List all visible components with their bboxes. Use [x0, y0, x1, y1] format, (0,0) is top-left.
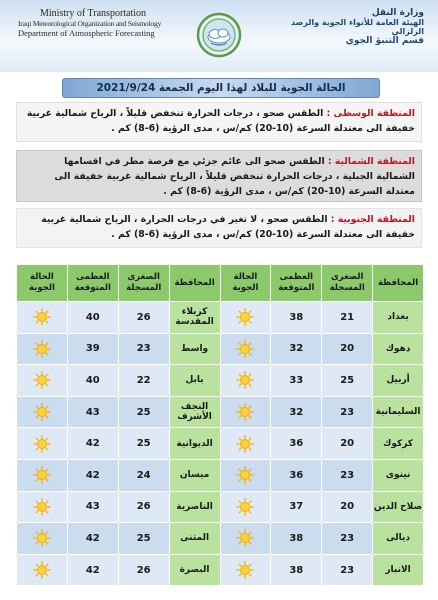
weather-cell	[17, 554, 68, 586]
max-temp-cell: 32	[271, 396, 322, 428]
min-temp-cell: 22	[118, 365, 169, 397]
min-temp-cell: 25	[322, 365, 373, 397]
min-temp-cell: 26	[118, 491, 169, 523]
max-temp-cell: 43	[67, 396, 118, 428]
region-text: الطقس صحو الى غائم جزئي مع فرصة مطر في اقسامها الشمالية الجبلية ، درجات الحرارة تنخفض قليلاً ، الرياح شمالية غربية خفيفة الى معتدلة السرعة (10-20) كم/س ، مدى الرؤية (6-8) كم .	[54, 156, 415, 197]
header-ar-ministry: وزارة النقل	[371, 8, 424, 18]
max-temp-cell: 37	[271, 491, 322, 523]
region-text: الطقس صحو ، لا تغير في درجات الحرارة ، الرياح شمالية غربية خفيفة الى معتدلة السرعة (10-20) كم/س ، مدى الرؤية (6-8) كم .	[41, 214, 415, 240]
min-temp-cell: 25	[118, 428, 169, 460]
governorate-cell: المثنى	[169, 523, 220, 555]
header	[0, 0, 438, 72]
weather-cell	[220, 333, 271, 365]
governorate-cell: السليمانية	[373, 396, 424, 428]
sun-icon	[33, 498, 51, 516]
sun-icon	[236, 403, 254, 421]
min-temp-cell: 20	[322, 333, 373, 365]
sun-icon	[236, 529, 254, 547]
forecast-table	[16, 264, 424, 586]
governorate-cell: واسط	[169, 333, 220, 365]
col-header: الحالة الجوية	[17, 265, 68, 302]
table-row	[17, 365, 424, 397]
governorate-cell: دهوك	[373, 333, 424, 365]
weather-cell	[17, 428, 68, 460]
col-header: المحافظة	[373, 265, 424, 302]
weather-cell	[17, 302, 68, 334]
weather-cell	[17, 333, 68, 365]
max-temp-cell: 43	[67, 491, 118, 523]
min-temp-cell: 23	[322, 523, 373, 555]
header-ar-organization: الهيئة العامة للأنواء الجوية والرصد الزلزالي	[291, 18, 424, 36]
max-temp-cell: 32	[271, 333, 322, 365]
weather-cell	[220, 491, 271, 523]
governorate-cell: صلاح الدين	[373, 491, 424, 523]
col-header: الحالة الجوية	[220, 265, 271, 302]
header-en-organization: Iraqi Meteorological Organization and Seismology	[18, 19, 162, 28]
region-name: المنطقة الشمالية :	[327, 156, 415, 167]
region-south	[16, 208, 422, 248]
header-ar-department: قسم التنبؤ الجوي	[345, 36, 424, 46]
max-temp-cell: 42	[67, 523, 118, 555]
header-arabic	[274, 8, 424, 46]
sun-icon	[33, 308, 51, 326]
min-temp-cell: 21	[322, 302, 373, 334]
forecast-title: الحالة الجوية للبلاد لهذا اليوم الجمعة 2021/9/24	[62, 78, 380, 98]
governorate-cell: بغداد	[373, 302, 424, 334]
max-temp-cell: 38	[271, 554, 322, 586]
weather-cell	[220, 459, 271, 491]
table-header-row	[17, 265, 424, 302]
region-text: الطقس صحو ، درجات الحرارة تنخفض قليلاً ، الرياح شمالية غربية خفيفة الى معتدلة السرعة (10-20) كم/س ، مدى الرؤية (6-8) كم .	[26, 108, 415, 134]
organization-logo-icon	[196, 12, 242, 58]
sun-icon	[236, 308, 254, 326]
sun-icon	[33, 371, 51, 389]
max-temp-cell: 38	[271, 302, 322, 334]
min-temp-cell: 24	[118, 459, 169, 491]
governorate-cell: كركوك	[373, 428, 424, 460]
weather-cell	[17, 396, 68, 428]
region-name: المنطقة الجنوبية :	[330, 214, 415, 225]
weather-cell	[17, 523, 68, 555]
governorate-cell: البصرة	[169, 554, 220, 586]
sun-icon	[33, 403, 51, 421]
col-header: الصغرى المسجلة	[118, 265, 169, 302]
sun-icon	[236, 466, 254, 484]
sun-icon	[33, 435, 51, 453]
col-header: الصغرى المسجلة	[322, 265, 373, 302]
sun-icon	[236, 340, 254, 358]
sun-icon	[236, 498, 254, 516]
weather-cell	[220, 523, 271, 555]
region-name: المنطقة الوسطى :	[326, 108, 415, 119]
min-temp-cell: 23	[322, 396, 373, 428]
min-temp-cell: 20	[322, 491, 373, 523]
table-row	[17, 491, 424, 523]
max-temp-cell: 42	[67, 428, 118, 460]
sun-icon	[236, 435, 254, 453]
min-temp-cell: 25	[118, 396, 169, 428]
min-temp-cell: 23	[322, 459, 373, 491]
min-temp-cell: 25	[118, 523, 169, 555]
sun-icon	[236, 371, 254, 389]
max-temp-cell: 39	[67, 333, 118, 365]
weather-cell	[220, 396, 271, 428]
max-temp-cell: 42	[67, 554, 118, 586]
governorate-cell: ميسان	[169, 459, 220, 491]
min-temp-cell: 20	[322, 428, 373, 460]
header-english	[18, 8, 168, 38]
governorate-cell: الناصرية	[169, 491, 220, 523]
min-temp-cell: 23	[118, 333, 169, 365]
table-row	[17, 554, 424, 586]
min-temp-cell: 26	[118, 302, 169, 334]
max-temp-cell: 40	[67, 365, 118, 397]
max-temp-cell: 40	[67, 302, 118, 334]
governorate-cell: الانبار	[373, 554, 424, 586]
min-temp-cell: 23	[322, 554, 373, 586]
header-en-ministry: Ministry of Transportation	[39, 8, 147, 19]
max-temp-cell: 36	[271, 459, 322, 491]
table-row	[17, 428, 424, 460]
governorate-cell: نينوى	[373, 459, 424, 491]
weather-cell	[17, 459, 68, 491]
table-row	[17, 459, 424, 491]
sun-icon	[33, 466, 51, 484]
table-body	[17, 302, 424, 586]
weather-cell	[220, 428, 271, 460]
table-row	[17, 396, 424, 428]
col-header: العظمى المتوقعة	[271, 265, 322, 302]
region-central	[16, 102, 422, 142]
governorate-cell: كربلاء المقدسة	[169, 302, 220, 334]
table-row	[17, 302, 424, 334]
region-north	[16, 150, 422, 202]
governorate-cell: ديالى	[373, 523, 424, 555]
weather-cell	[220, 302, 271, 334]
forecast-table-wrap	[16, 264, 424, 582]
governorate-cell: الديوانية	[169, 428, 220, 460]
governorate-cell: بابل	[169, 365, 220, 397]
weather-cell	[17, 365, 68, 397]
max-temp-cell: 33	[271, 365, 322, 397]
weather-cell	[220, 365, 271, 397]
weather-cell	[17, 491, 68, 523]
col-header: المحافظة	[169, 265, 220, 302]
sun-icon	[33, 561, 51, 579]
governorate-cell: أربيل	[373, 365, 424, 397]
header-en-department: Department of Atmospheric Forecasting	[18, 28, 155, 38]
governorate-cell: النجف الأشرف	[169, 396, 220, 428]
sun-icon	[236, 561, 254, 579]
weather-cell	[220, 554, 271, 586]
max-temp-cell: 42	[67, 459, 118, 491]
min-temp-cell: 26	[118, 554, 169, 586]
table-row	[17, 333, 424, 365]
sun-icon	[33, 529, 51, 547]
col-header: العظمى المتوقعة	[67, 265, 118, 302]
table-row	[17, 523, 424, 555]
sun-icon	[33, 340, 51, 358]
max-temp-cell: 36	[271, 428, 322, 460]
max-temp-cell: 38	[271, 523, 322, 555]
